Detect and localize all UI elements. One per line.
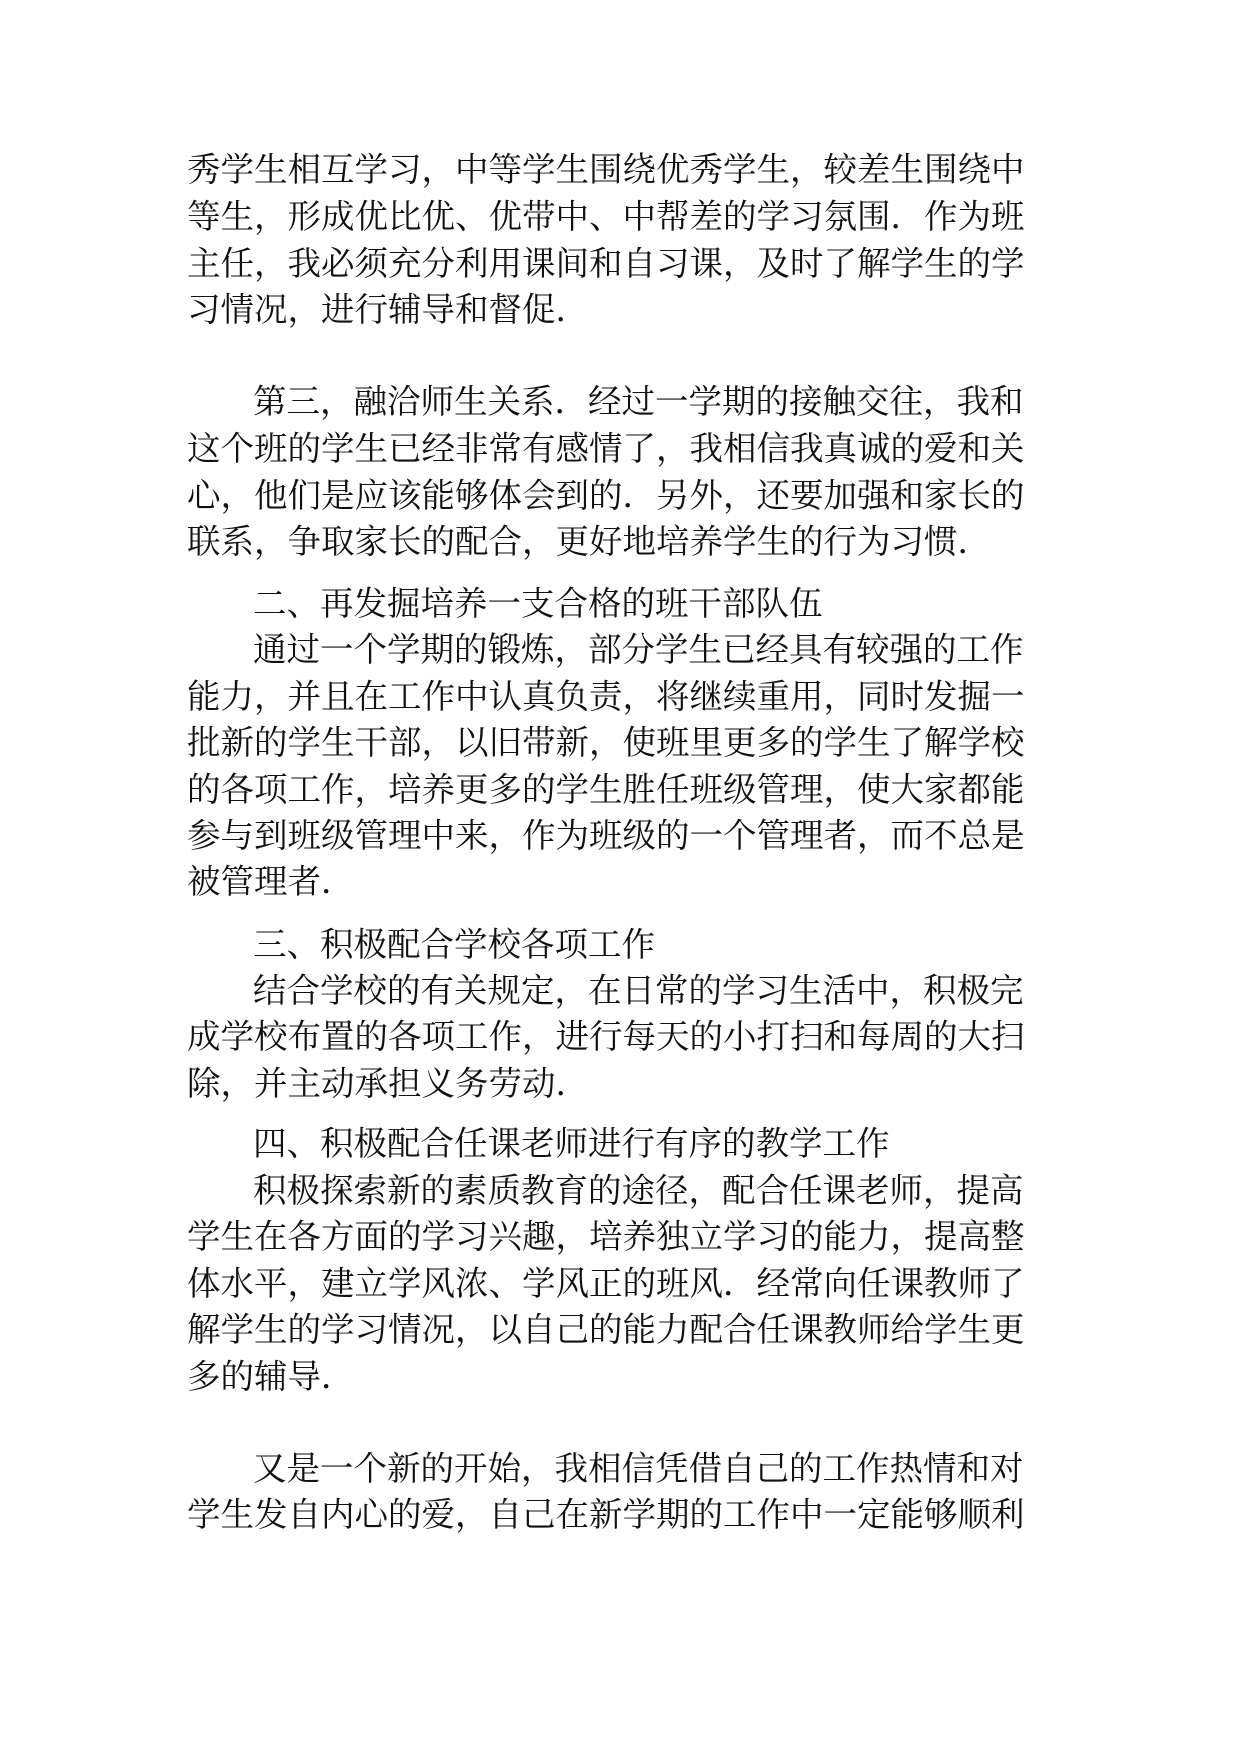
text-line: 解学生的学习情况，以自己的能力配合任课教师给学生更 — [187, 1310, 1025, 1349]
text-line: 批新的学生干部，以旧带新，使班里更多的学生了解学校 — [187, 723, 1025, 762]
text-line: 除，并主动承担义务劳动． — [187, 1064, 589, 1103]
text-line: 的各项工作，培养更多的学生胜任班级管理，使大家都能 — [187, 770, 1025, 809]
text-line: 等生，形成优比优、优带中、中帮差的学习氛围．作为班 — [187, 197, 1025, 236]
text-line: 结合学校的有关规定，在日常的学习生活中，积极完 — [253, 971, 1024, 1010]
text-line: 习情况，进行辅导和督促． — [187, 290, 589, 329]
text-line: 又是一个新的开始，我相信凭借自己的工作热情和对 — [253, 1449, 1024, 1488]
text-line: 秀学生相互学习，中等学生围绕优秀学生，较差生围绕中 — [187, 150, 1025, 189]
section-heading: 二、再发掘培养一支合格的班干部队伍 — [253, 584, 823, 623]
text-line: 心，他们是应该能够体会到的．另外，还要加强和家长的 — [187, 476, 1025, 515]
text-line: 被管理者． — [187, 862, 355, 901]
text-line: 联系，争取家长的配合，更好地培养学生的行为习惯． — [187, 522, 991, 561]
text-line: 体水平，建立学风浓、学风正的班风．经常向任课教师了 — [187, 1264, 1025, 1303]
text-line: 主任，我必须充分利用课间和自习课，及时了解学生的学 — [187, 244, 1025, 283]
text-line: 成学校布置的各项工作，进行每天的小打扫和每周的大扫 — [187, 1017, 1025, 1056]
text-line: 能力，并且在工作中认真负责，将继续重用，同时发掘一 — [187, 677, 1025, 716]
text-line: 学生发自内心的爱，自己在新学期的工作中一定能够顺利 — [187, 1495, 1025, 1534]
section-heading: 三、积极配合学校各项工作 — [253, 925, 655, 964]
section-heading: 四、积极配合任课老师进行有序的教学工作 — [253, 1124, 890, 1163]
text-line: 学生在各方面的学习兴趣，培养独立学习的能力，提高整 — [187, 1217, 1025, 1256]
text-line: 多的辅导． — [187, 1357, 355, 1396]
text-line: 参与到班级管理中来，作为班级的一个管理者，而不总是 — [187, 816, 1025, 855]
text-line: 这个班的学生已经非常有感情了，我相信我真诚的爱和关 — [187, 429, 1025, 468]
text-line: 积极探索新的素质教育的途径，配合任课老师，提高 — [253, 1171, 1024, 1210]
text-line: 第三，融洽师生关系．经过一学期的接触交往，我和 — [253, 382, 1024, 421]
text-line: 通过一个学期的锻炼，部分学生已经具有较强的工作 — [253, 630, 1024, 669]
